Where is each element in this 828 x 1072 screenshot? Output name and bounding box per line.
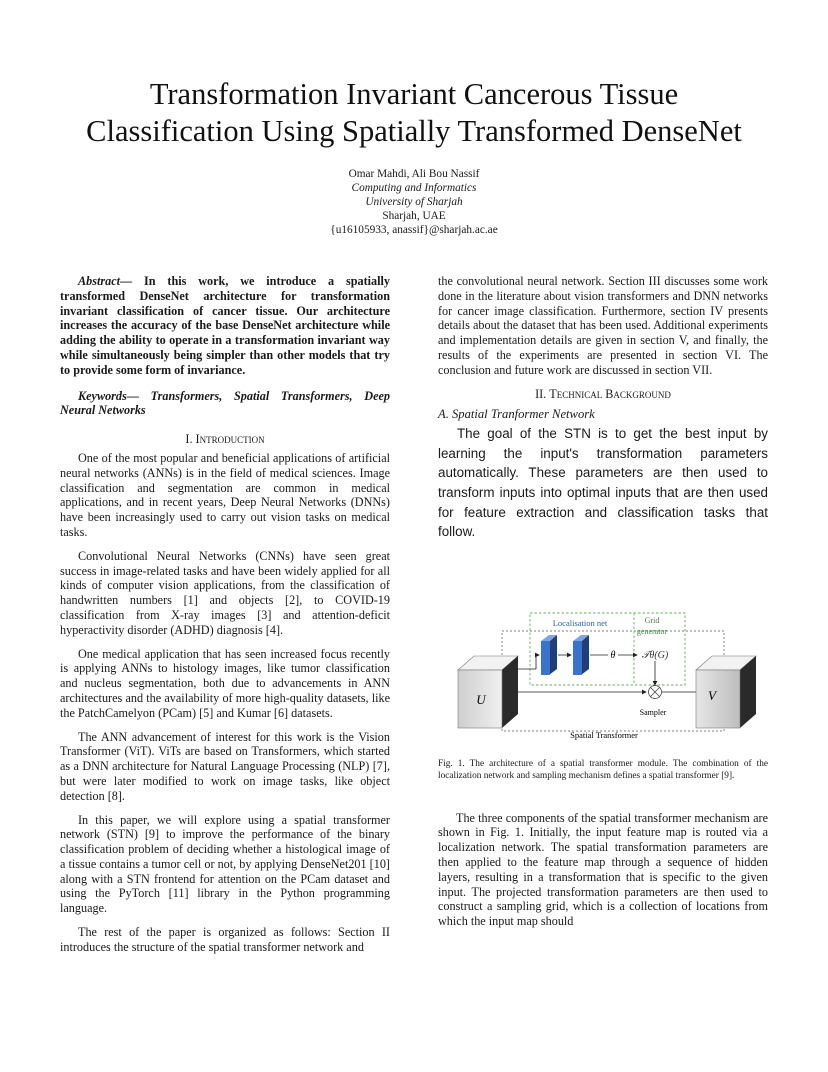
u-label: U: [476, 691, 486, 707]
abstract: [60, 274, 390, 378]
conv-block-2: [573, 641, 582, 675]
tau-label: 𝒯θ(G): [641, 649, 669, 661]
section-title: Introduction: [195, 432, 265, 447]
intro-paragraph-5: In this paper, we will explore using a spatial transformer network (STN) [9] to improve the performance of the binary classification problem of deciding whether a histological image of a tissue contains a tumor cell or not, by applying DenseNet201 [10] along with a STN frontend for attention on the PCam dataset and using the PyTorch [11] library in the Python programming language.: [60, 812, 390, 916]
intro-paragraph-4: The ANN advancement of interest for this work is the Vision Transformer (ViT). ViTs are based on Transformers, which started as a DNN architecture for Natural Language Processing (NLP) [7], but were later modified to work on image tasks, like object detection [8].: [60, 729, 390, 803]
author-location: Sharjah, UAE: [382, 210, 446, 222]
figure-spatial-transformer: [438, 611, 768, 741]
author-names: Omar Mahdi, Ali Bou Nassif: [348, 168, 480, 180]
theta-label: θ: [610, 649, 616, 661]
sampler-label: Sampler: [639, 707, 667, 717]
section-number: I.: [185, 432, 193, 447]
intro-paragraph-2: Convolutional Neural Networks (CNNs) have seen great success in image-related tasks and have been widely applied for all kinds of computer vision applications, from the classification of handwritten numbers [1] and objects [2], to COVID-19 classification from X-ray images [3] and attention-deficit hyperactivity disorder (ADHD) diagnosis [4].: [60, 548, 390, 637]
figure-caption: Fig. 1. The architecture of a spatial transformer module. The combination of the localization network and sampling mechanism defines a spatial transformer [9].: [438, 758, 768, 782]
keywords-text: Transformers, Spatial Transformers, Deep Neural Networks: [60, 388, 390, 418]
abstract-lead: Abstract—: [78, 274, 133, 288]
stn-components-paragraph: The three components of the spatial transformer mechanism are shown in Fig. 1. Initially, the input feature map is routed via a localization network. The spatial transformation parameters are then applied to the feature map through a sequence of hidden layers, resulting in a transformation that is specific to the given input. The projected transformation parameters are then used to construct a sampling grid, which is a collection of locations from which the input map should: [438, 810, 768, 929]
grid-label-1: Grid: [644, 615, 660, 625]
left-column: [60, 274, 390, 964]
spatial-transformer-box: [502, 631, 724, 731]
stn-paragraph: [438, 424, 768, 542]
v-label: V: [708, 687, 716, 703]
title-line-1: Transformation Invariant Cancerous Tissue: [149, 77, 679, 111]
spatial-transformer-label: Spatial Transformer: [570, 729, 638, 740]
stn-paragraph-text: The goal of the STN is to get the best input by learning the input's transformation parameters automatically. These parameters are then used to transform inputs into optimal inputs that are then used for feature extraction and classification tasks that follow.: [438, 426, 768, 540]
keywords-lead: Keywords—: [78, 388, 139, 403]
section-heading-technical-background: [438, 387, 768, 402]
section-title: Technical Background: [549, 386, 671, 401]
author-univ: University of Sharjah: [365, 196, 463, 208]
grid-label-2: generator: [636, 626, 668, 636]
stn-diagram: [438, 611, 768, 741]
intro-continuation: the convolutional neural network. Section III discusses some work done in the literature about vision transformers and DNN networks for cancer image classification. Furthermore, section IV presents details about the dataset that has been used. Additional experiments and implementation details are given in section V, and finally, the results of the experiments are presented in section VI. The conclusion and future work are discussed in section VII.: [438, 274, 768, 377]
cube-v: [696, 670, 740, 728]
paper-title: [40, 76, 788, 150]
author-dept: Computing and Informatics: [351, 182, 477, 194]
keywords: [60, 389, 390, 419]
author-block: [214, 167, 614, 237]
conv-block-1-side: [549, 635, 557, 675]
intro-paragraph-6: The rest of the paper is organized as follows: Section II introduces the structure of the spatial transformer network and: [60, 925, 390, 954]
section-number: II.: [535, 386, 547, 401]
conv-block-2-side: [581, 635, 589, 675]
intro-paragraph-3: One medical application that has seen increased focus recently is applying ANNs to histology images, like tumor classification and nucleus segmentation, both due to advancements in ANN architectures and the availability of more high-quality datasets, like the PatchCamelyon (PCam) [5] and Kumar [6] datasets.: [60, 646, 390, 720]
conv-block-1: [541, 641, 550, 675]
intro-paragraph-1: One of the most popular and beneficial applications of artificial neural networks (ANNs) is in the field of medical sciences. Image classification and segmentation are common in medical applications, and in recent years, Deep Neural Networks (DNNs) have been increasingly used to carry out vision tasks on medical tasks.: [60, 450, 390, 539]
localisation-net-label: Localisation net: [552, 617, 608, 628]
section-heading-introduction: [60, 432, 390, 447]
subsection-heading-stn: A. Spatial Tranformer Network: [438, 407, 595, 422]
title-line-2: Classification Using Spatially Transformed DenseNet: [86, 114, 742, 148]
abstract-text: In this work, we introduce a spatially transformed DenseNet architecture for transformation invariant classification of cancer tissue. Our architecture increases the accuracy of the base DenseNet architecture while adding the ability to operate in a transformation invariant way while simultaneously being simpler than other models that try to provide some form of invariance.: [60, 274, 390, 377]
author-email: {u16105933, anassif}@sharjah.ac.ae: [330, 224, 498, 236]
right-column: [438, 274, 768, 938]
